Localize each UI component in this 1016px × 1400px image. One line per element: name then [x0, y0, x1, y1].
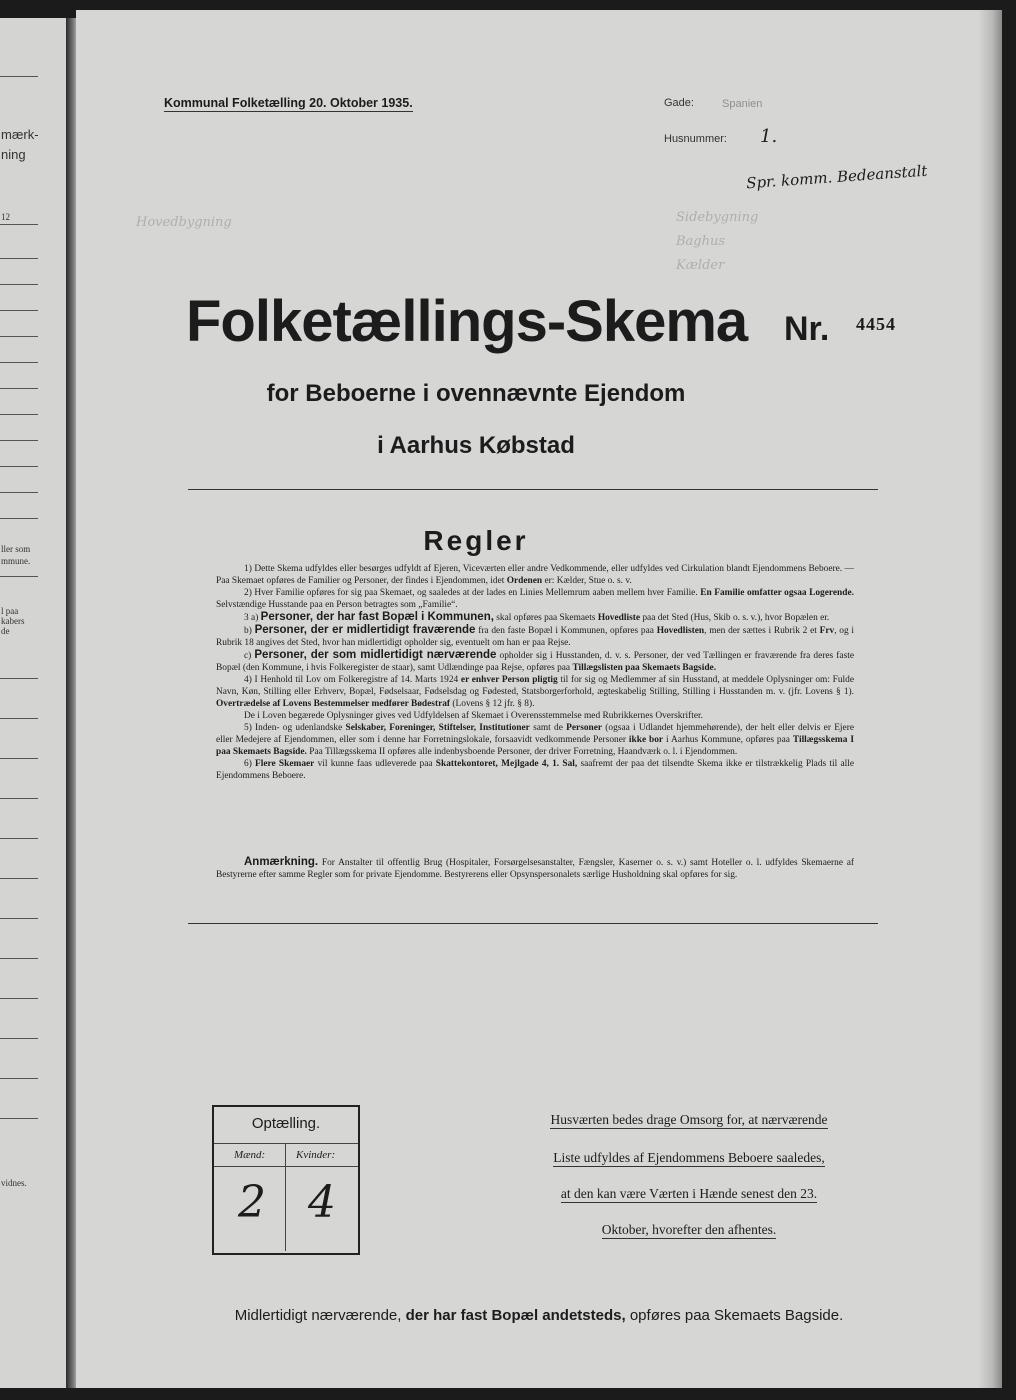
ruled-line: [0, 958, 38, 959]
rules-text: [216, 563, 854, 782]
rule-2: 2) Hver Familie opføres for sig paa Skemaet, og saaledes at der lades en Linies Mellemrum aaben mellem hver Familie. En Familie omfatter ogsaa Logerende. Selvstændige Husstande paa en Person betragtes som „Familie“.: [216, 588, 854, 610]
rule-6: 6) Flere Skemaer vil kunne faas udleverede paa Skattekontoret, Mejlgade 4, 1. Sal, saafremt der paa det tilsendte Skema ikke er tilstrækkelig Plads til alle Ejendommens Beboere.: [216, 759, 855, 781]
fragment-text: de: [1, 626, 10, 636]
ruled-line: [0, 758, 38, 759]
ruled-line: [0, 336, 38, 337]
divider: [188, 923, 878, 924]
faint-line: Sidebygning: [676, 210, 759, 225]
ruled-line: [0, 414, 38, 415]
ruled-line: [0, 918, 38, 919]
men-count: 2: [238, 1177, 266, 1228]
ruled-line: [0, 1118, 38, 1119]
ruled-line: [0, 224, 38, 225]
fragment-text: mmune.: [1, 556, 31, 566]
street-value: Spanien: [722, 98, 763, 110]
rules-heading: Regler: [423, 525, 529, 556]
notice-line: Oktober, hvorefter den afhentes.: [601, 1222, 777, 1237]
ruled-line: [0, 284, 38, 285]
rule-3b: b) Personer, der er midlertidigt fraværende fra den faste Bopæl i Kommunen, opføres paa Hovedlisten, men der sættes i Rubrik 2 et Frv, og i Rubrik 18 angives det Sted, hvor han midlertidigt opholder sig, eventuelt om han er paa Rejse.: [216, 624, 855, 648]
form-subtitle-city: i Aarhus Købstad: [377, 432, 575, 459]
ruled-line: [0, 878, 38, 879]
ruled-line: [0, 998, 38, 999]
form-subtitle: for Beboerne i ovennævnte Ejendom: [266, 380, 686, 407]
fragment-text: mærk-: [1, 127, 39, 142]
form-number-label: Nr.: [784, 310, 830, 348]
ruled-line: [0, 1078, 38, 1079]
previous-page-edge: [0, 18, 70, 1388]
street-label: Gade:: [664, 97, 694, 109]
rule-5: 5) Inden- og udenlandske Selskaber, Foreninger, Stiftelser, Institutioner samt de Personer (ogsaa i Udlandet hjemmehørende), der helt eller delvis er Ejere eller Medejere af Ejendommen, eller som i denne har Forretningslokale, forsaavidt vedkommende Personer ikke bor i Aarhus Kommune, opføres paa Tillægsskema I paa Skemaets Bagside. Paa Tillægsskema II opføres alle indenbysboende Personer, der driver Forretning, Haandværk o. l. i Ejendommen.: [216, 723, 854, 757]
notice-line: at den kan være Værten i Hænde senest den 23.: [560, 1186, 818, 1201]
form-number-value: 4454: [856, 314, 896, 334]
form-title: Folketællings-Skema: [186, 289, 748, 354]
ruled-line: [0, 310, 38, 311]
women-count: 4: [308, 1177, 336, 1228]
fragment-text: ller som: [1, 544, 31, 554]
notice-line: Husværten bedes drage Omsorg for, at nærværende: [550, 1112, 828, 1127]
fragment-text: kabers: [1, 616, 25, 626]
ruled-line: [0, 362, 38, 363]
rule-4-note: De i Loven begærede Oplysninger gives ved Udfyldelsen af Skemaet i Overensstemmelse med Rubrikkernes Overskrifter.: [244, 711, 703, 721]
page-edge-shadow: [978, 10, 1002, 1388]
row-divider: [214, 1166, 358, 1167]
fragment-text: l paa: [1, 606, 19, 616]
count-box-title: Optælling.: [214, 1107, 358, 1144]
ruled-line: [0, 1038, 38, 1039]
ruled-line: [0, 838, 38, 839]
ruled-line: [0, 388, 38, 389]
census-heading: Kommunal Folketælling 20. Oktober 1935.: [164, 96, 413, 110]
ruled-line: [0, 440, 38, 441]
remark-text: Anmærkning. For Anstalter til offentlig Brug (Hospitaler, Forsørgelsesanstalter, Fængsler, Kaserner o. s. v.) samt Hoteller o. l. udfyldes Skemaerne af Bestyrerne efter samme Regler som for private Ejendomme. Bestyrerens eller Opsynspersonalets særlige Husholdning skal opføres for sig.: [216, 856, 854, 880]
fragment-text: 12: [1, 212, 10, 222]
rule-1: 1) Dette Skema udfyldes eller besørges udfyldt af Ejeren, Viceværten eller andre Vedkommende, eller udfyldes ved Cirkulation blandt Ejendommens Beboere. — Paa Skemaet opføres de Familier og Personer, der findes i Ejendommen, idet Ordenen er: Kælder, Stue o. s. v.: [216, 564, 854, 586]
ruled-line: [0, 576, 38, 577]
handwritten-note: Spr. komm. Bedeanstalt: [745, 161, 928, 193]
ruled-line: [0, 76, 38, 77]
divider: [188, 489, 878, 490]
faint-line: Kælder: [676, 258, 725, 273]
rule-3a: 3 a) Personer, der har fast Bopæl i Kommunen, skal opføres paa Skemaets Hovedliste paa det Sted (Hus, Skib o. s. v.), hvor Bopælen er.: [244, 611, 830, 623]
ruled-line: [0, 798, 38, 799]
notice-line: Liste udfyldes af Ejendommens Beboere saaledes,: [553, 1150, 825, 1165]
ruled-line: [0, 492, 38, 493]
faint-line: Baghus: [676, 234, 726, 249]
faint-line: Hovedbygning: [136, 215, 232, 230]
house-number-label: Husnummer:: [664, 133, 727, 145]
rule-3c: c) Personer, der som midlertidigt nærværende opholder sig i Husstanden, d. v. s. Personer, der ved Tællingen er fraværende fra deres faste Bopæl (den Kommune, i hvis Folkeregister de staar), samt Udlændinge paa Rejse, opføres paa Tillægslisten paa Skemaets Bagside.: [216, 649, 854, 673]
men-label: Mænd:: [234, 1149, 266, 1161]
census-form-page: [76, 10, 1002, 1388]
house-number-value: 1.: [760, 126, 778, 147]
rule-4: 4) I Henhold til Lov om Folkeregistre af 14. Marts 1924 er enhver Person pligtig til for sig og Medlemmer af sin Husstand, at meddele Oplysninger om: Fulde Navn, Køn, Stilling eller Erhverv, Bopæl, Fødselsaar, Fødselsdag og Fødested, Statsborgerforhold, ægteskabelig Stilling, Stilling i Husstanden m. v. (jfr. Lovens § 1). Overtrædelse af Lovens Bestemmelser medfører Bødestraf (Lovens § 12 jfr. § 8).: [216, 675, 854, 709]
footer-note: Midlertidigt nærværende, der har fast Bopæl andetsteds, opføres paa Skemaets Bagside.: [234, 1307, 844, 1324]
ruled-line: [0, 258, 38, 259]
ruled-line: [0, 466, 38, 467]
ruled-line: [0, 678, 38, 679]
remark-label: Anmærkning.: [244, 856, 319, 868]
fragment-text: vidnes.: [1, 1178, 27, 1188]
column-divider: [285, 1144, 286, 1251]
count-box: [212, 1105, 360, 1255]
women-label: Kvinder:: [296, 1149, 336, 1161]
fragment-text: ning: [1, 147, 26, 162]
ruled-line: [0, 718, 38, 719]
ruled-line: [0, 518, 38, 519]
